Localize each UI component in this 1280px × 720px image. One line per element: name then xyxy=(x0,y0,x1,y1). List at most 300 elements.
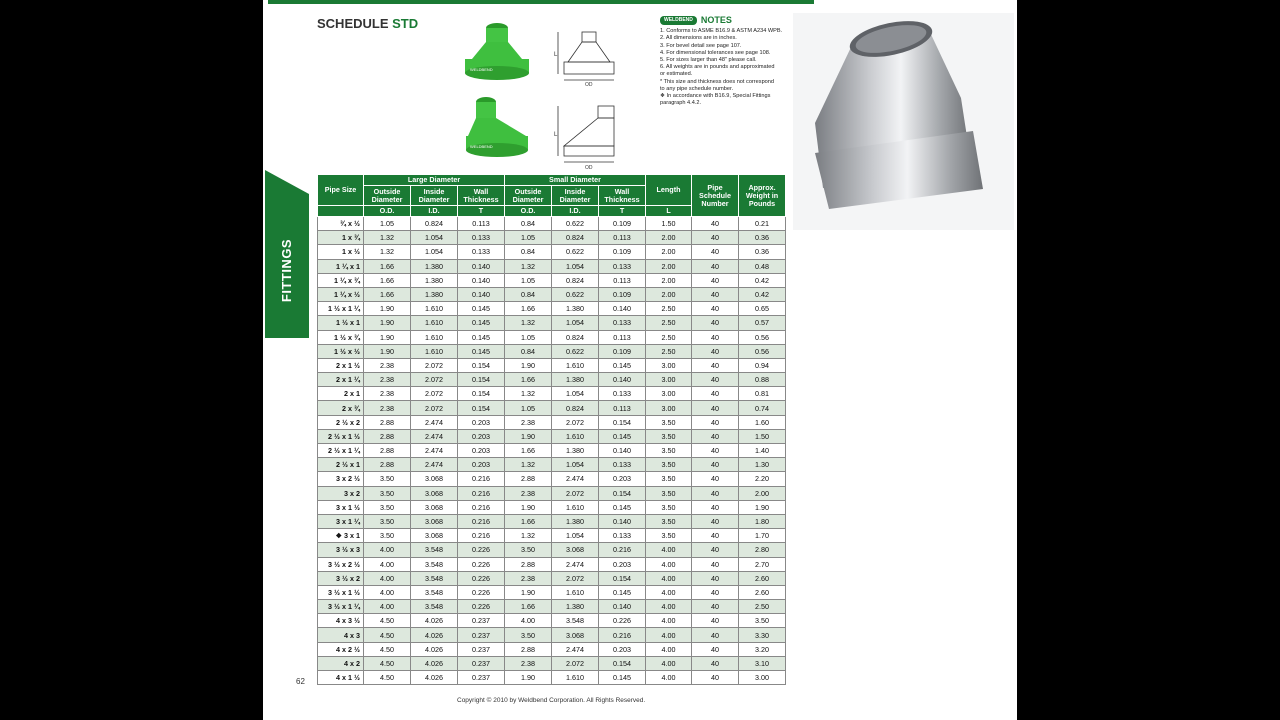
table-cell: 0.145 xyxy=(458,316,505,330)
table-cell: 2.474 xyxy=(552,642,599,656)
table-cell: 3.068 xyxy=(411,514,458,528)
table-cell: 0.145 xyxy=(599,585,646,599)
title-main: SCHEDULE xyxy=(317,16,389,31)
table-cell: 4.00 xyxy=(646,557,692,571)
table-row xyxy=(318,387,786,401)
header-large-od: Outside Diameter xyxy=(364,186,411,206)
table-cell: 2.00 xyxy=(646,231,692,245)
table-cell: 0.216 xyxy=(458,500,505,514)
table-cell: 40 xyxy=(692,358,739,372)
table-row xyxy=(318,259,786,273)
table-cell: 3.00 xyxy=(646,401,692,415)
table-cell: 40 xyxy=(692,543,739,557)
table-cell: 3.30 xyxy=(739,628,786,642)
table-cell: 2.00 xyxy=(739,486,786,500)
table-cell: 40 xyxy=(692,217,739,231)
table-row xyxy=(318,614,786,628)
table-row xyxy=(318,628,786,642)
table-body xyxy=(318,217,786,685)
table-cell: 40 xyxy=(692,316,739,330)
pipe-size-cell: 4 x 1 ½ xyxy=(318,671,364,685)
table-cell: 0.203 xyxy=(458,444,505,458)
table-row xyxy=(318,543,786,557)
pipe-size-cell: 3 ½ x 2 ½ xyxy=(318,557,364,571)
pipe-size-cell: 2 x 1 ½ xyxy=(318,358,364,372)
table-cell: 1.90 xyxy=(505,358,552,372)
table-cell: 0.216 xyxy=(599,543,646,557)
table-cell: 1.32 xyxy=(505,529,552,543)
table-cell: 2.00 xyxy=(646,259,692,273)
pipe-size-cell: 3 ½ x 3 xyxy=(318,543,364,557)
table-cell: 3.50 xyxy=(364,486,411,500)
concentric-reducer-drawing xyxy=(558,32,614,80)
table-cell: 1.380 xyxy=(411,287,458,301)
table-cell: 2.072 xyxy=(552,571,599,585)
table-cell: 3.50 xyxy=(646,458,692,472)
table-row xyxy=(318,656,786,670)
table-cell: 0.133 xyxy=(599,259,646,273)
table-row xyxy=(318,585,786,599)
table-cell: 4.00 xyxy=(646,671,692,685)
table-cell: 4.00 xyxy=(364,557,411,571)
table-cell: 2.474 xyxy=(411,444,458,458)
copyright: Copyright © 2010 by Weldbend Corporation. All Rights Reserved. xyxy=(457,697,646,704)
table-cell: 1.380 xyxy=(552,444,599,458)
table-row xyxy=(318,529,786,543)
note-item: ❖ In accordance with B16.9, Special Fittings xyxy=(660,93,771,100)
table-cell: 0.237 xyxy=(458,671,505,685)
table-cell: 4.50 xyxy=(364,614,411,628)
table-cell: 40 xyxy=(692,642,739,656)
table-cell: 2.38 xyxy=(505,571,552,585)
table-cell: 0.824 xyxy=(552,401,599,415)
note-item: 6. All weights are in pounds and approximated xyxy=(660,64,775,71)
table-cell: 1.380 xyxy=(552,600,599,614)
table-cell: 1.610 xyxy=(552,500,599,514)
table-cell: 40 xyxy=(692,486,739,500)
drawing-length-label-2: L xyxy=(554,132,558,138)
table-cell: 2.072 xyxy=(411,401,458,415)
table-cell: 2.20 xyxy=(739,472,786,486)
table-cell: 2.072 xyxy=(552,486,599,500)
table-cell: 0.203 xyxy=(599,557,646,571)
note-item: * This size and thickness does not correspond xyxy=(660,78,775,85)
table-cell: 40 xyxy=(692,529,739,543)
table-cell: 3.50 xyxy=(646,472,692,486)
table-cell: 2.072 xyxy=(552,656,599,670)
table-cell: 1.90 xyxy=(364,302,411,316)
table-cell: 40 xyxy=(692,557,739,571)
pipe-size-cell: 1 x ½ xyxy=(318,245,364,259)
table-cell: 0.113 xyxy=(458,217,505,231)
table-cell: 0.56 xyxy=(739,344,786,358)
sub-id-2: I.D. xyxy=(552,206,599,217)
table-cell: 40 xyxy=(692,330,739,344)
table-cell: 2.88 xyxy=(364,415,411,429)
table-cell: 0.203 xyxy=(458,429,505,443)
table-cell: 0.145 xyxy=(599,429,646,443)
concentric-reducer-render xyxy=(465,23,529,80)
table-cell: 0.21 xyxy=(739,217,786,231)
table-cell: 1.90 xyxy=(505,500,552,514)
table-cell: 0.226 xyxy=(458,571,505,585)
table-cell: 1.50 xyxy=(739,429,786,443)
table-row xyxy=(318,600,786,614)
note-item: or estimated. xyxy=(660,71,693,78)
table-cell: 40 xyxy=(692,373,739,387)
table-cell: 0.145 xyxy=(599,358,646,372)
table-row xyxy=(318,571,786,585)
table-cell: 4.00 xyxy=(364,543,411,557)
table-cell: 0.140 xyxy=(458,259,505,273)
table-cell: 2.38 xyxy=(505,656,552,670)
table-cell: 2.88 xyxy=(505,472,552,486)
table-cell: 2.474 xyxy=(552,557,599,571)
table-cell: 4.026 xyxy=(411,656,458,670)
table-cell: 4.50 xyxy=(364,642,411,656)
table-cell: 2.50 xyxy=(646,330,692,344)
table-cell: 0.154 xyxy=(458,358,505,372)
pipe-size-cell: 2 ½ x 1 xyxy=(318,458,364,472)
table-cell: 0.622 xyxy=(552,287,599,301)
table-cell: 1.610 xyxy=(552,671,599,685)
table-cell: 4.00 xyxy=(646,628,692,642)
table-cell: 40 xyxy=(692,231,739,245)
table-cell: 0.113 xyxy=(599,273,646,287)
table-cell: 1.05 xyxy=(505,273,552,287)
table-cell: 3.50 xyxy=(505,543,552,557)
table-cell: 3.50 xyxy=(364,500,411,514)
table-cell: 0.622 xyxy=(552,344,599,358)
table-cell: 1.05 xyxy=(505,401,552,415)
table-cell: 4.026 xyxy=(411,642,458,656)
table-cell: 4.50 xyxy=(364,628,411,642)
table-cell: 40 xyxy=(692,444,739,458)
table-cell: 0.109 xyxy=(599,217,646,231)
table-cell: 3.068 xyxy=(411,472,458,486)
pipe-size-cell: 1 x ¾ xyxy=(318,231,364,245)
table-cell: 2.88 xyxy=(364,444,411,458)
table-cell: 3.068 xyxy=(552,628,599,642)
header-large-diameter: Large Diameter xyxy=(364,175,505,186)
header-small-id: Inside Diameter xyxy=(552,186,599,206)
table-cell: 0.74 xyxy=(739,401,786,415)
table-cell: 40 xyxy=(692,302,739,316)
table-cell: 0.154 xyxy=(458,401,505,415)
table-cell: 1.054 xyxy=(411,231,458,245)
table-row xyxy=(318,302,786,316)
table-cell: 4.00 xyxy=(646,642,692,656)
page-number: 62 xyxy=(296,677,305,686)
table-cell: 0.237 xyxy=(458,642,505,656)
pipe-size-cell: 1 ¼ x ¾ xyxy=(318,273,364,287)
table-cell: 4.026 xyxy=(411,628,458,642)
table-cell: 1.380 xyxy=(411,259,458,273)
table-cell: 2.60 xyxy=(739,585,786,599)
table-cell: 2.38 xyxy=(364,387,411,401)
table-cell: 0.824 xyxy=(552,330,599,344)
table-cell: 0.154 xyxy=(599,656,646,670)
table-cell: 2.88 xyxy=(364,458,411,472)
table-cell: 1.90 xyxy=(739,500,786,514)
table-cell: 40 xyxy=(692,656,739,670)
sub-t-2: T xyxy=(599,206,646,217)
table-cell: 40 xyxy=(692,671,739,685)
table-cell: 40 xyxy=(692,245,739,259)
table-cell: 3.50 xyxy=(364,472,411,486)
table-cell: 0.133 xyxy=(599,387,646,401)
pipe-size-cell: 2 ½ x 1 ½ xyxy=(318,429,364,443)
table-cell: 3.20 xyxy=(739,642,786,656)
table-row xyxy=(318,217,786,231)
table-cell: 2.80 xyxy=(739,543,786,557)
table-cell: 1.05 xyxy=(364,217,411,231)
notes-panel xyxy=(660,16,800,107)
table-cell: 0.36 xyxy=(739,231,786,245)
pipe-size-cell: 4 x 2 ½ xyxy=(318,642,364,656)
table-cell: 0.203 xyxy=(458,415,505,429)
table-cell: 0.145 xyxy=(458,302,505,316)
dimensions-table xyxy=(317,174,786,685)
table-cell: 3.00 xyxy=(646,358,692,372)
table-cell: 2.38 xyxy=(505,415,552,429)
table-cell: 0.226 xyxy=(458,600,505,614)
table-cell: 40 xyxy=(692,259,739,273)
table-cell: 1.50 xyxy=(646,217,692,231)
table-cell: 0.109 xyxy=(599,344,646,358)
table-cell: 0.226 xyxy=(458,543,505,557)
table-row xyxy=(318,401,786,415)
table-cell: 4.026 xyxy=(411,614,458,628)
table-cell: 0.94 xyxy=(739,358,786,372)
table-cell: 0.145 xyxy=(458,330,505,344)
pipe-size-cell: 1 ¼ x ½ xyxy=(318,287,364,301)
table-cell: 1.90 xyxy=(364,330,411,344)
table-cell: 2.474 xyxy=(411,415,458,429)
table-row xyxy=(318,514,786,528)
table-cell: 0.42 xyxy=(739,273,786,287)
table-cell: 3.50 xyxy=(364,514,411,528)
table-cell: 2.00 xyxy=(646,287,692,301)
pipe-size-cell: 3 ½ x 1 ½ xyxy=(318,585,364,599)
table-row xyxy=(318,415,786,429)
pipe-size-cell: 4 x 3 xyxy=(318,628,364,642)
table-cell: 0.154 xyxy=(599,415,646,429)
table-cell: 0.84 xyxy=(505,344,552,358)
note-item: 2. All dimensions are in inches. xyxy=(660,35,737,42)
table-cell: 0.56 xyxy=(739,330,786,344)
sub-l: L xyxy=(646,206,692,217)
page-title xyxy=(317,16,418,31)
table-row xyxy=(318,557,786,571)
table-cell: 3.50 xyxy=(646,486,692,500)
table-cell: 0.84 xyxy=(505,217,552,231)
table-cell: 2.88 xyxy=(364,429,411,443)
sub-od-2: O.D. xyxy=(505,206,552,217)
table-cell: 0.824 xyxy=(552,273,599,287)
table-cell: 40 xyxy=(692,472,739,486)
table-cell: 1.66 xyxy=(364,287,411,301)
table-cell: 0.57 xyxy=(739,316,786,330)
table-cell: 0.109 xyxy=(599,245,646,259)
table-cell: 40 xyxy=(692,514,739,528)
table-cell: 1.054 xyxy=(552,529,599,543)
weldbend-logo: WELDBEND xyxy=(660,16,697,25)
table-cell: 1.380 xyxy=(552,373,599,387)
table-cell: 0.145 xyxy=(599,671,646,685)
table-cell: 0.133 xyxy=(599,529,646,543)
table-cell: 1.32 xyxy=(505,316,552,330)
table-cell: 0.36 xyxy=(739,245,786,259)
table-cell: 1.90 xyxy=(364,344,411,358)
table-cell: 0.154 xyxy=(458,373,505,387)
table-cell: 0.109 xyxy=(599,287,646,301)
table-cell: 1.380 xyxy=(552,514,599,528)
drawing-length-label: L xyxy=(554,52,558,58)
table-cell: 0.622 xyxy=(552,245,599,259)
table-cell: 1.66 xyxy=(505,444,552,458)
table-row xyxy=(318,444,786,458)
table-cell: 0.824 xyxy=(552,231,599,245)
pipe-size-cell: 3 x 2 ½ xyxy=(318,472,364,486)
table-cell: 2.50 xyxy=(739,600,786,614)
table-cell: 4.00 xyxy=(646,656,692,670)
pipe-size-cell: 2 x ¾ xyxy=(318,401,364,415)
sub-id: I.D. xyxy=(411,206,458,217)
title-accent: STD xyxy=(392,16,419,31)
table-cell: 1.054 xyxy=(552,316,599,330)
pipe-size-cell: 2 ½ x 2 xyxy=(318,415,364,429)
table-cell: 3.50 xyxy=(646,514,692,528)
table-cell: 2.38 xyxy=(505,486,552,500)
table-cell: 40 xyxy=(692,500,739,514)
table-cell: 2.50 xyxy=(646,316,692,330)
note-item: 5. For sizes larger than 48" please call. xyxy=(660,57,757,64)
table-cell: 1.70 xyxy=(739,529,786,543)
header-length: Length xyxy=(646,175,692,206)
table-cell: 40 xyxy=(692,458,739,472)
header-large-id: Inside Diameter xyxy=(411,186,458,206)
table-cell: 1.90 xyxy=(505,585,552,599)
table-cell: 3.00 xyxy=(646,373,692,387)
pipe-size-cell: 2 ½ x 1 ¼ xyxy=(318,444,364,458)
reducer-3d-render xyxy=(793,13,1014,230)
table-cell: 3.548 xyxy=(411,571,458,585)
table-cell: 1.66 xyxy=(505,302,552,316)
table-cell: 3.50 xyxy=(646,415,692,429)
table-cell: 0.133 xyxy=(458,231,505,245)
table-row xyxy=(318,486,786,500)
sub-t: T xyxy=(458,206,505,217)
table-cell: 3.068 xyxy=(411,500,458,514)
table-cell: 4.00 xyxy=(646,585,692,599)
pipe-size-cell: 2 x 1 xyxy=(318,387,364,401)
table-cell: 2.474 xyxy=(411,429,458,443)
table-cell: 0.113 xyxy=(599,401,646,415)
pipe-size-cell: 1 ½ x 1 ¼ xyxy=(318,302,364,316)
table-row xyxy=(318,273,786,287)
table-cell: 0.824 xyxy=(411,217,458,231)
table-cell: 0.113 xyxy=(599,330,646,344)
table-row xyxy=(318,245,786,259)
table-cell: 0.133 xyxy=(599,316,646,330)
table-cell: 2.00 xyxy=(646,273,692,287)
table-cell: 0.133 xyxy=(599,458,646,472)
table-cell: 2.60 xyxy=(739,571,786,585)
pipe-size-cell: 1 ½ x 1 xyxy=(318,316,364,330)
table-cell: 2.50 xyxy=(646,344,692,358)
header-pipe-size: Pipe Size xyxy=(318,175,364,206)
table-cell: 0.81 xyxy=(739,387,786,401)
table-cell: 4.00 xyxy=(364,571,411,585)
pipe-size-cell: ¾ x ½ xyxy=(318,217,364,231)
render-brand-text-2: WELDBEND xyxy=(470,144,493,149)
table-cell: 0.203 xyxy=(458,458,505,472)
table-cell: 4.50 xyxy=(364,671,411,685)
table-cell: 4.50 xyxy=(364,656,411,670)
notes-heading: NOTES xyxy=(700,15,732,25)
table-cell: 3.548 xyxy=(411,557,458,571)
table-cell: 3.50 xyxy=(646,529,692,543)
table-row xyxy=(318,330,786,344)
table-cell: 2.072 xyxy=(552,415,599,429)
table-cell: 40 xyxy=(692,387,739,401)
table-cell: 0.140 xyxy=(458,287,505,301)
table-cell: 0.216 xyxy=(599,628,646,642)
table-cell: 1.66 xyxy=(505,600,552,614)
table-cell: 1.60 xyxy=(739,415,786,429)
eccentric-reducer-drawing xyxy=(558,106,614,162)
table-cell: 40 xyxy=(692,415,739,429)
note-item: paragraph 4.4.2. xyxy=(660,100,702,107)
side-tab xyxy=(265,170,309,338)
table-cell: 1.380 xyxy=(411,273,458,287)
notes-list xyxy=(660,28,800,107)
table-cell: 1.610 xyxy=(411,344,458,358)
table-row xyxy=(318,358,786,372)
table-cell: 4.00 xyxy=(646,614,692,628)
table-cell: 0.203 xyxy=(599,472,646,486)
table-row xyxy=(318,500,786,514)
table-cell: 0.48 xyxy=(739,259,786,273)
table-cell: 2.88 xyxy=(505,642,552,656)
table-cell: 3.50 xyxy=(739,614,786,628)
table-cell: 2.38 xyxy=(364,401,411,415)
table-cell: 40 xyxy=(692,401,739,415)
table-cell: 3.068 xyxy=(411,486,458,500)
table-row xyxy=(318,458,786,472)
table-cell: 1.40 xyxy=(739,444,786,458)
table-row xyxy=(318,316,786,330)
table-cell: 1.054 xyxy=(552,259,599,273)
table-cell: 0.84 xyxy=(505,287,552,301)
table-cell: 40 xyxy=(692,600,739,614)
header-small-od: Outside Diameter xyxy=(505,186,552,206)
table-cell: 0.216 xyxy=(458,472,505,486)
header-blank xyxy=(318,206,364,217)
table-cell: 0.154 xyxy=(458,387,505,401)
table-cell: 1.054 xyxy=(552,458,599,472)
table-cell: 0.140 xyxy=(599,600,646,614)
pipe-size-cell: 1 ½ x ½ xyxy=(318,344,364,358)
table-cell: 4.00 xyxy=(364,600,411,614)
render-brand-text: WELDBEND xyxy=(470,67,493,72)
eccentric-reducer-render xyxy=(466,97,528,157)
table-cell: 2.38 xyxy=(364,373,411,387)
table-cell: 0.140 xyxy=(599,444,646,458)
pipe-size-cell: 3 x 1 ¼ xyxy=(318,514,364,528)
table-cell: 0.88 xyxy=(739,373,786,387)
